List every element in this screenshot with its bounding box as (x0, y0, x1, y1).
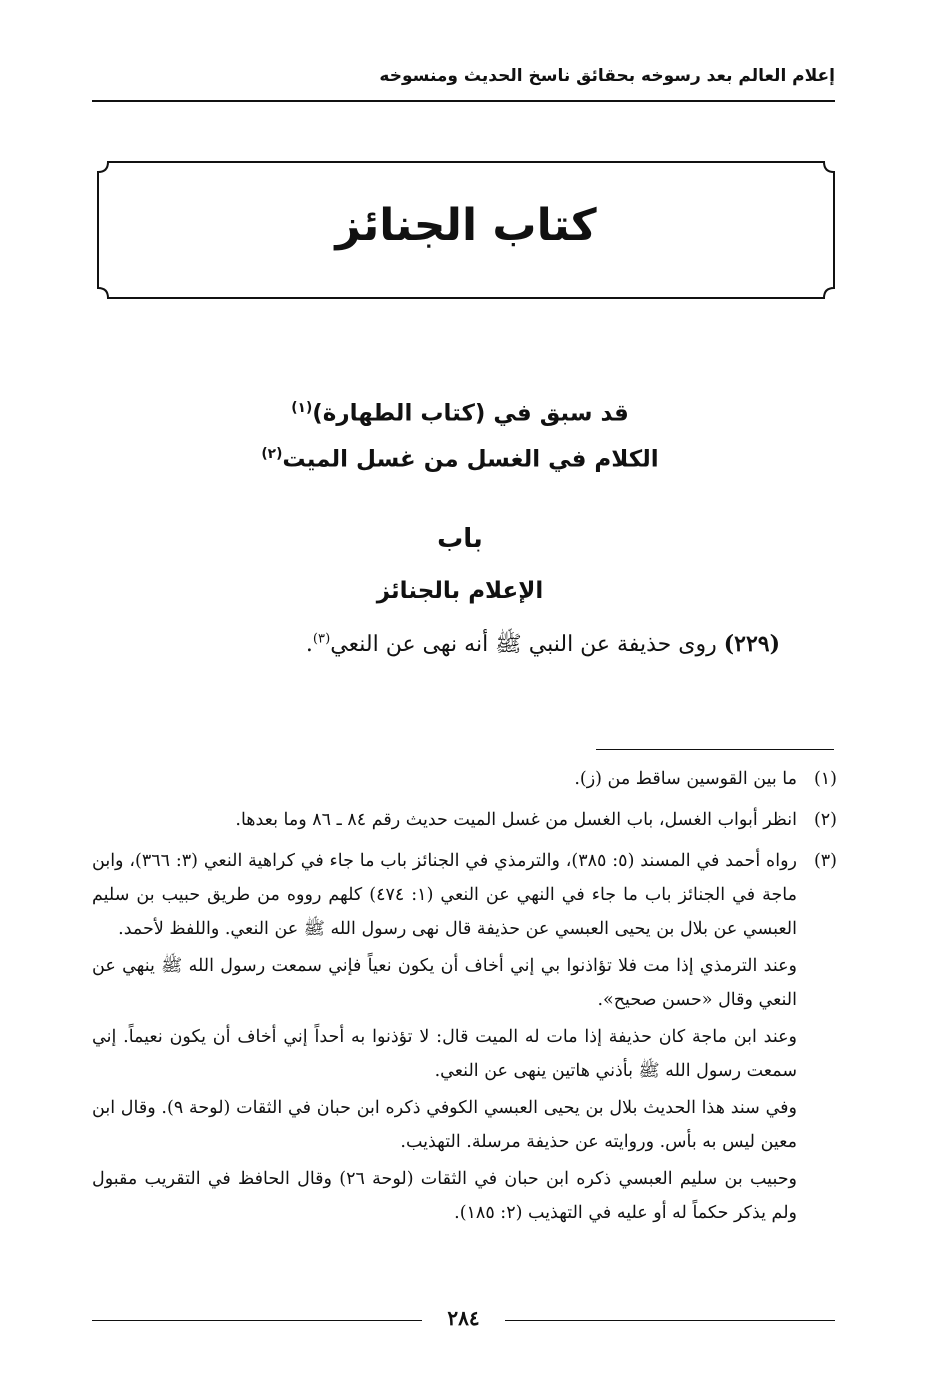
footnote-text: وفي سند هذا الحديث بلال بن يحيى العبسي الكوفي ذكره ابن حبان في الثقات (لوحة ٩). وقال ابن معين ليس به بأس. وروايته عن حذيفة مرسلة. التهذيب. (92, 1098, 797, 1152)
hadith-number: (٢٢٩) (723, 631, 780, 657)
header-rule (92, 100, 835, 102)
footnote-ref-1[interactable]: (١) (291, 400, 313, 416)
footnote-separator (596, 749, 834, 750)
intro-line-2-text: الكلام في الغسل من غسل الميت (282, 446, 659, 473)
hadith-text: روى حذيفة عن النبي ﷺ أنه نهى عن النعي (330, 632, 717, 657)
footnote-ref-2[interactable]: (٢) (261, 446, 283, 462)
hadith-229 (200, 630, 780, 662)
footnote-3 (92, 844, 837, 1233)
footnote-1 (92, 762, 837, 799)
footnote-text: وعند الترمذي إذا مت فلا تؤاذنوا بي إني أخاف أن يكون نعياً فإني سمعت رسول الله ﷺ ينهي عن النعي وقال «حسن صحيح». (92, 956, 797, 1010)
footnote-text: انظر أبواب الغسل، باب الغسل من غسل الميت حديث رقم ٨٤ ـ ٨٦ وما بعدها. (235, 810, 797, 830)
section-bab: باب (437, 524, 483, 554)
running-header: إعلام العالم بعد رسوخه بحقائق ناسخ الحديث ومنسوخه (379, 66, 835, 86)
footnotes (92, 762, 837, 1237)
footnote-text: رواه أحمد في المسند (٥: ٣٨٥)، والترمذي في الجنائز باب ما جاء في كراهية النعي (٣: ٣٦٦)، وابن ماجة في الجنائز باب ما جاء في النهي عن النعي (١: ٤٧٤) كلهم رووه من طريق حبيب بن سليم العبسي عن بلال بن يحيى العبسي عن حذيفة قال نهى رسول الله ﷺ عن النعي. واللفظ لأحمد. (92, 851, 797, 939)
intro-line-2 (90, 446, 830, 473)
footnote-text: وحبيب بن سليم العبسي ذكره ابن حبان في الثقات (لوحة ٢٦) وقال الحافظ في التقريب مقبول ولم يذكر حكماً له أو عليه في التهذيب (٢: ١٨٥). (92, 1169, 797, 1223)
chapter-title: كتاب الجنائز (335, 200, 597, 251)
footnote-number: (١) (813, 769, 837, 789)
intro-line-1-text: قد سبق في (كتاب الطهارة) (312, 400, 629, 427)
footnote-2 (92, 803, 837, 840)
footnote-text: ما بين القوسين ساقط من (ز). (574, 769, 797, 789)
hadith-end: . (305, 632, 313, 657)
page-footer (92, 1306, 835, 1330)
footnote-ref-3[interactable]: (٣) (312, 631, 331, 647)
footnote-number: (٣) (813, 851, 837, 871)
footnote-number: (٢) (813, 810, 837, 830)
section-title: الإعلام بالجنائز (376, 578, 544, 604)
intro-line-1 (90, 400, 830, 427)
page-number: ٢٨٤ (447, 1306, 480, 1330)
footnote-text: وعند ابن ماجة كان حذيفة إذا مات له الميت قال: لا تؤذنوا به أحداً إني أخاف أن يكون نعيماً. إني سمعت رسول الله ﷺ بأذني هاتين ينهى عن النعي. (92, 1027, 797, 1081)
